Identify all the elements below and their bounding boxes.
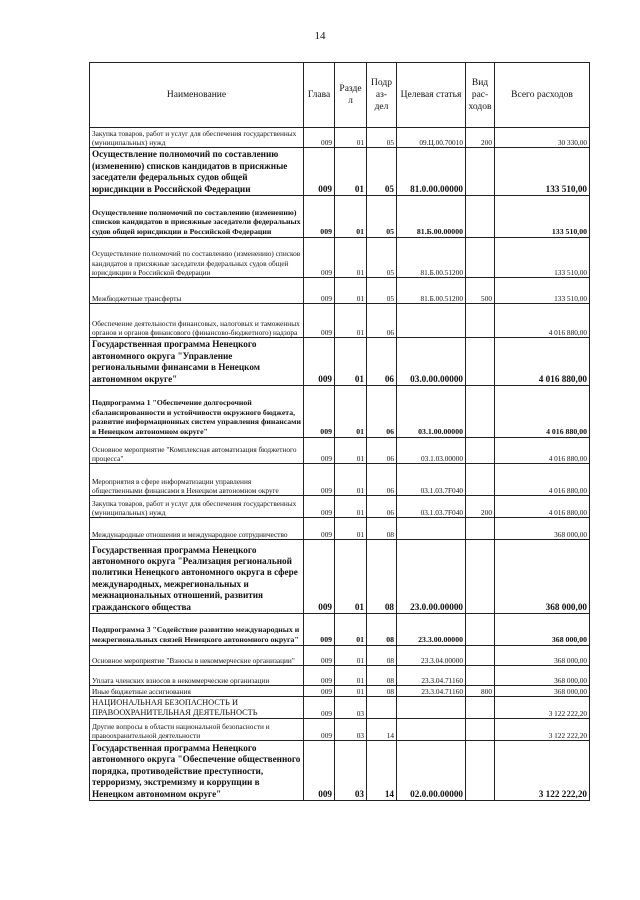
cell-total: 3 122 222,20	[495, 719, 590, 741]
table-row	[90, 496, 590, 518]
table-row	[90, 518, 590, 540]
cell-name: Иные бюджетные ассигнования	[90, 686, 304, 697]
cell-name: НАЦИОНАЛЬНАЯ БЕЗОПАСНОСТЬ И ПРАВООХРАНИТЕЛЬНАЯ ДЕЯТЕЛЬНОСТЬ	[90, 697, 304, 719]
cell-name: Межбюджетные трансферты	[90, 278, 304, 304]
cell-podrazdel: 08	[367, 646, 397, 666]
cell-glava: 009	[304, 496, 335, 518]
cell-vid	[466, 196, 495, 238]
cell-name: Подпрограмма 3 "Содействие развитию международных и межрегиональных связей Ненецкого автономного округа"	[90, 614, 304, 646]
cell-total: 3 122 222,20	[495, 697, 590, 719]
cell-total: 368 000,00	[495, 686, 590, 697]
cell-podrazdel: 06	[367, 338, 397, 386]
cell-razdel: 01	[335, 686, 367, 697]
table-header-row	[90, 63, 590, 128]
cell-total: 368 000,00	[495, 518, 590, 540]
cell-name: Закупка товаров, работ и услуг для обеспечения государственных (муниципальных) нужд	[90, 128, 304, 148]
cell-razdel: 03	[335, 741, 367, 801]
header-razdel: Разде л	[335, 63, 367, 128]
cell-razdel: 01	[335, 438, 367, 464]
table-row	[90, 464, 590, 496]
cell-razdel: 01	[335, 386, 367, 438]
cell-podrazdel: 05	[367, 128, 397, 148]
cell-podrazdel: 06	[367, 464, 397, 496]
cell-vid	[466, 338, 495, 386]
table-row	[90, 386, 590, 438]
cell-target	[397, 719, 466, 741]
cell-glava: 009	[304, 304, 335, 338]
cell-name: Подпрограмма 1 "Обеспечение долгосрочной сбалансированности и устойчивости окружного бюджета, развитие информационных систем управления финансами в Ненецком автономном округе"	[90, 386, 304, 438]
cell-podrazdel: 06	[367, 438, 397, 464]
table-row	[90, 719, 590, 741]
cell-total: 133 510,00	[495, 196, 590, 238]
cell-vid	[466, 304, 495, 338]
cell-target: 03.1.03.00000	[397, 438, 466, 464]
cell-name: Мероприятия в сфере информатизации управления общественными финансами в Ненецком автономном округе	[90, 464, 304, 496]
cell-total: 133 510,00	[495, 238, 590, 278]
cell-glava: 009	[304, 719, 335, 741]
cell-total: 4 016 880,00	[495, 338, 590, 386]
cell-name: Другие вопросы в области национальной безопасности и правоохранительной деятельности	[90, 719, 304, 741]
cell-total: 368 000,00	[495, 540, 590, 614]
table-row	[90, 438, 590, 464]
page-number: 14	[314, 30, 326, 42]
cell-vid	[466, 719, 495, 741]
cell-name: Осуществление полномочий по составлению (изменению) списков кандидатов в присяжные заседатели федеральных судов общей юрисдикции в Российской Федерации	[90, 148, 304, 196]
cell-glava: 009	[304, 464, 335, 496]
cell-podrazdel: 08	[367, 614, 397, 646]
cell-razdel: 01	[335, 338, 367, 386]
cell-total: 133 510,00	[495, 278, 590, 304]
cell-name: Уплата членских взносов в некоммерческие организации	[90, 666, 304, 686]
table-row	[90, 148, 590, 196]
header-podrazdel: Подр аз- дел	[367, 63, 397, 128]
cell-total: 30 330,00	[495, 128, 590, 148]
cell-total: 4 016 880,00	[495, 438, 590, 464]
cell-vid	[466, 646, 495, 666]
budget-table	[89, 62, 590, 801]
table-row	[90, 666, 590, 686]
cell-name: Осуществление полномочий по составлению (изменению) списков кандидатов в присяжные заседатели федеральных судов общей юрисдикции в Российской Федерации	[90, 196, 304, 238]
header-total: Всего расходов	[495, 63, 590, 128]
cell-name: Международные отношения и международное сотрудничество	[90, 518, 304, 540]
cell-podrazdel: 08	[367, 540, 397, 614]
cell-target	[397, 697, 466, 719]
table-row	[90, 686, 590, 697]
cell-vid	[466, 518, 495, 540]
header-target: Целевая статья	[397, 63, 466, 128]
table-row	[90, 614, 590, 646]
cell-target: 09.Ц.00.70010	[397, 128, 466, 148]
cell-podrazdel: 05	[367, 238, 397, 278]
cell-glava: 009	[304, 278, 335, 304]
cell-total: 4 016 880,00	[495, 386, 590, 438]
cell-podrazdel: 06	[367, 386, 397, 438]
cell-razdel: 01	[335, 518, 367, 540]
cell-vid	[466, 666, 495, 686]
cell-name: Государственная программа Ненецкого автономного округа "Обеспечение общественного порядка, противодействие преступности, терроризму, экстремизму и коррупции в Ненецком автономном округе"	[90, 741, 304, 801]
cell-razdel: 01	[335, 646, 367, 666]
cell-vid: 200	[466, 128, 495, 148]
cell-total: 368 000,00	[495, 646, 590, 666]
cell-razdel: 03	[335, 719, 367, 741]
cell-podrazdel: 08	[367, 518, 397, 540]
cell-vid: 200	[466, 496, 495, 518]
table-row	[90, 304, 590, 338]
cell-target: 23.3.04.71160	[397, 666, 466, 686]
cell-name: Основное мероприятие "Взносы в некоммерческие организации"	[90, 646, 304, 666]
cell-target: 03.1.03.7F040	[397, 464, 466, 496]
cell-name: Обеспечение деятельности финансовых, налоговых и таможенных органов и органов финансового (финансово-бюджетного) надзора	[90, 304, 304, 338]
cell-glava: 009	[304, 540, 335, 614]
cell-total: 4 016 880,00	[495, 304, 590, 338]
cell-vid	[466, 540, 495, 614]
cell-target: 23.0.00.00000	[397, 540, 466, 614]
table-row	[90, 338, 590, 386]
cell-name: Государственная программа Ненецкого автономного округа "Управление региональными финансами в Ненецком автономном округе"	[90, 338, 304, 386]
table-row	[90, 278, 590, 304]
cell-vid	[466, 148, 495, 196]
cell-vid: 500	[466, 278, 495, 304]
table-row	[90, 697, 590, 719]
cell-target: 81.0.00.00000	[397, 148, 466, 196]
cell-glava: 009	[304, 338, 335, 386]
cell-razdel: 01	[335, 540, 367, 614]
cell-total: 4 016 880,00	[495, 464, 590, 496]
cell-target: 81.Б.00.51200	[397, 278, 466, 304]
header-glava: Глава	[304, 63, 335, 128]
cell-vid	[466, 741, 495, 801]
cell-target: 23.3.00.00000	[397, 614, 466, 646]
cell-razdel: 03	[335, 697, 367, 719]
cell-total: 368 000,00	[495, 666, 590, 686]
cell-razdel: 01	[335, 148, 367, 196]
cell-vid	[466, 614, 495, 646]
cell-glava: 009	[304, 196, 335, 238]
cell-target: 03.1.03.7F040	[397, 496, 466, 518]
cell-podrazdel: 08	[367, 666, 397, 686]
cell-razdel: 01	[335, 666, 367, 686]
cell-podrazdel: 14	[367, 719, 397, 741]
cell-total: 368 000,00	[495, 614, 590, 646]
table-row	[90, 238, 590, 278]
cell-razdel: 01	[335, 278, 367, 304]
cell-glava: 009	[304, 128, 335, 148]
cell-target	[397, 304, 466, 338]
cell-glava: 009	[304, 741, 335, 801]
cell-glava: 009	[304, 697, 335, 719]
cell-glava: 009	[304, 386, 335, 438]
cell-podrazdel: 05	[367, 196, 397, 238]
cell-target: 23.3.04.00000	[397, 646, 466, 666]
cell-glava: 009	[304, 666, 335, 686]
cell-podrazdel: 05	[367, 278, 397, 304]
cell-razdel: 01	[335, 304, 367, 338]
cell-vid	[466, 697, 495, 719]
cell-glava: 009	[304, 518, 335, 540]
cell-target: 03.1.00.00000	[397, 386, 466, 438]
cell-total: 3 122 222,20	[495, 741, 590, 801]
cell-vid	[466, 238, 495, 278]
cell-podrazdel: 06	[367, 304, 397, 338]
table-row	[90, 196, 590, 238]
cell-glava: 009	[304, 438, 335, 464]
table-row	[90, 128, 590, 148]
cell-target: 03.0.00.00000	[397, 338, 466, 386]
cell-target	[397, 518, 466, 540]
cell-target: 02.0.00.00000	[397, 741, 466, 801]
cell-total: 133 510,00	[495, 148, 590, 196]
cell-glava: 009	[304, 614, 335, 646]
cell-razdel: 01	[335, 238, 367, 278]
header-name: Наименование	[90, 63, 304, 128]
cell-razdel: 01	[335, 196, 367, 238]
cell-podrazdel: 08	[367, 686, 397, 697]
cell-target: 81.Б.00.51200	[397, 238, 466, 278]
cell-glava: 009	[304, 238, 335, 278]
cell-name: Закупка товаров, работ и услуг для обеспечения государственных (муниципальных) нужд	[90, 496, 304, 518]
cell-vid	[466, 438, 495, 464]
table-row	[90, 646, 590, 666]
cell-glava: 009	[304, 646, 335, 666]
cell-name: Осуществление полномочий по составлению (изменению) списков кандидатов в присяжные заседатели федеральных судов общей юрисдикции в Российской Федерации	[90, 238, 304, 278]
cell-razdel: 01	[335, 496, 367, 518]
cell-podrazdel	[367, 697, 397, 719]
cell-glava: 009	[304, 148, 335, 196]
table-row	[90, 741, 590, 801]
header-vid: Вид рас- ходов	[466, 63, 495, 128]
cell-razdel: 01	[335, 464, 367, 496]
cell-vid	[466, 464, 495, 496]
cell-podrazdel: 05	[367, 148, 397, 196]
cell-total: 4 016 880,00	[495, 496, 590, 518]
cell-vid	[466, 386, 495, 438]
cell-vid: 800	[466, 686, 495, 697]
cell-name: Основное мероприятие "Комплексная автоматизация бюджетного процесса"	[90, 438, 304, 464]
cell-glava: 009	[304, 686, 335, 697]
cell-razdel: 01	[335, 128, 367, 148]
cell-name: Государственная программа Ненецкого автономного округа "Реализация региональной политики Ненецкого автономного округа в сфере международных, межрегиональных и межнациональных отношений, развития гражданского общества	[90, 540, 304, 614]
cell-podrazdel: 06	[367, 496, 397, 518]
cell-podrazdel: 14	[367, 741, 397, 801]
cell-razdel: 01	[335, 614, 367, 646]
cell-target: 23.3.04.71160	[397, 686, 466, 697]
table-row	[90, 540, 590, 614]
cell-target: 81.Б.00.00000	[397, 196, 466, 238]
